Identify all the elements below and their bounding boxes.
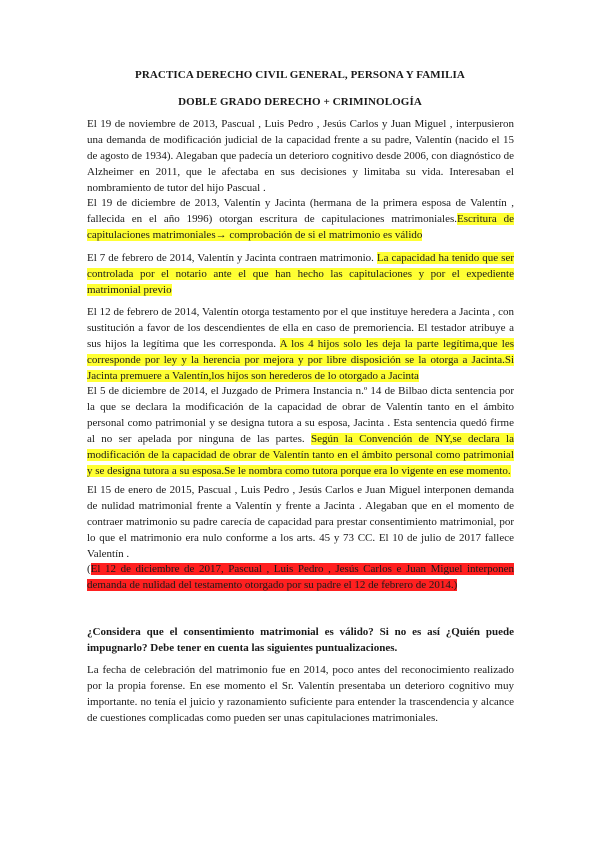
highlight-note: La capacidad ha tenido que ser controlada por el notario ante el que han hecho las capitulaciones y por el expediente matrimonial previo [87,252,514,296]
paragraph-text: El 7 de febrero de 2014, Valentín y Jacinta contraen matrimonio. [87,252,377,264]
paragraph-sentencia [87,383,514,479]
paragraph-testamento [87,304,514,384]
question-heading: ¿Considera que el consentimiento matrimonial es válido? Si no es así ¿Quién puede impugnarlo? Debe tener en cuenta las siguientes puntualizaciones. [87,626,514,654]
paragraph-nulidad-matrimonial: El 15 de enero de 2015, Pascual , Luis Pedro , Jesús Carlos e Juan Miguel interponen demanda de nulidad matrimonial frente a Valentín y frente a Jacinta . Alegaban que en el momento de contraer matrimonio su padre carecía de capacidad para prestar consentimiento matrimonial, por lo que el matrimonio era nulo conforme a los arts. 45 y 73 CC. El 10 de julio de 2017 fallece Valentín . [87,484,514,560]
document-title: PRACTICA DERECHO CIVIL GENERAL, PERSONA Y FAMILIA [135,69,465,81]
highlight-note: Escritura de capitulaciones matrimoniales→ comprobación de si el matrimonio es válido [87,213,514,241]
paragraph-capitulaciones [87,195,514,243]
paragraph-text: El 19 de diciembre de 2013, Valentín y Jacinta (hermana de la primera esposa de Valentín , fallecida en el año 1996) otorgan escritura de capitulaciones matrimoniales. [87,197,514,225]
highlight-note: A los 4 hijos solo les deja la parte legítima,que les corresponde por ley y la herencia por mejora y por libre disposición se la otorga a Jacinta.Si Jacinta premuere a Valentín,los hijos son herederos de lo otorgado a Jacinta [87,338,515,382]
paragraph-demanda-modificacion: El 19 de noviembre de 2013, Pascual , Luis Pedro , Jesús Carlos y Juan Miguel , interpusieron una demanda de modificación judicial de la capacidad frente a su padre, Valentín (nacido el 15 de agosto de 1934). Alegaban que padecía un deterioro cognitivo desde 2006, con diagnóstico de Alzheimer en 2011, que le afectaba en sus decisiones y limitaba su vida. Interesaban el nombramiento de tutor del hijo Pascual . [87,118,514,194]
document-subtitle: DOBLE GRADO DERECHO + CRIMINOLOGÍA [178,96,422,108]
paragraph-text: El 5 de diciembre de 2014, el Juzgado de Primera Instancia n.º 14 de Bilbao dicta sentencia por la que se declara la modificación de la capacidad de obrar de Valentín tanto en el ámbito personal como patrimonial y se designa tutora a su esposa, Jacinta . Esta sentencia quedó firme al no ser apelada por ninguna de las partes. [87,385,514,445]
paragraph-text: ( [87,563,91,575]
highlight-red-note: El 12 de diciembre de 2017, Pascual , Luis Pedro , Jesús Carlos e Juan Miguel interponen demanda de nulidad del testamento otorgado por su padre el 12 de febrero de 2014.) [87,563,514,591]
answer-paragraph: La fecha de celebración del matrimonio fue en 2014, poco antes del reconocimiento realizado por la propia forense. En ese momento el Sr. Valentín presentaba un deterioro cognitivo muy importante. no tenía el juicio y razonamiento suficiente para entender la trascendencia y alcance de cuestiones complicadas como pueden ser unas capitulaciones matrimoniales. [87,664,514,724]
paragraph-nulidad-testamento [87,561,514,593]
highlight-note: Según la Convención de NY,se declara la modificación de la capacidad de obrar de Valentín tanto en el ámbito personal como patrimonial y se designa tutora a su esposa.Se le nombra como tutora porque era lo vigente en ese momento. [87,433,514,477]
paragraph-text: El 12 de febrero de 2014, Valentín otorga testamento por el que instituye heredera a Jacinta , con sustitución a favor de los descendientes de ella en caso de premoriencia. El testador atribuye a sus hijos la legítima que les corresponda. [87,306,514,350]
paragraph-matrimonio [87,250,514,298]
